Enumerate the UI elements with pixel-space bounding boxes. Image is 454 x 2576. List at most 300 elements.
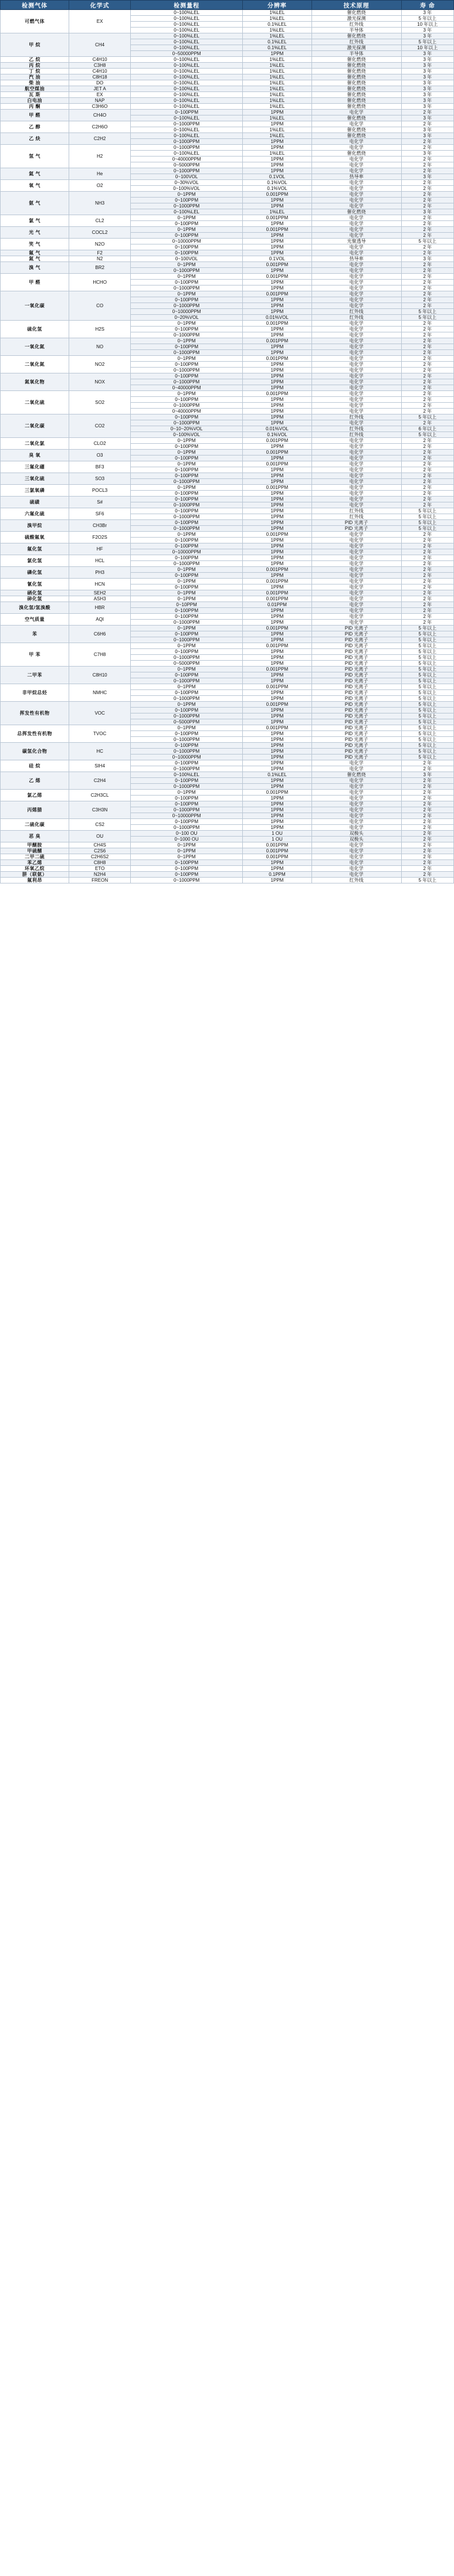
cell-technology: 催化燃烧: [311, 10, 401, 16]
cell-formula: CH4: [69, 33, 131, 57]
cell-life: 3 年: [401, 174, 453, 180]
cell-technology: 电化学: [311, 145, 401, 151]
cell-formula: C2S6: [69, 848, 131, 854]
cell-technology: PID 光离子: [311, 755, 401, 760]
cell-range: 0~100%LEL: [130, 133, 242, 139]
cell-resolution: 0.001PPM: [243, 848, 311, 854]
cell-resolution: 1PPM: [243, 819, 311, 825]
cell-formula: ETO: [69, 866, 131, 872]
cell-range: 0~40000PPM: [130, 157, 242, 162]
cell-gas-name: 一氧化氮: [1, 338, 69, 356]
cell-range: 0~1PPM: [130, 274, 242, 280]
cell-gas-name: 溴甲烷: [1, 520, 69, 532]
cell-life: 5 年以上: [401, 667, 453, 672]
cell-life: 3 年: [401, 209, 453, 215]
cell-range: 0~40000PPM: [130, 409, 242, 414]
cell-gas-name: 三氟化硼: [1, 461, 69, 473]
cell-resolution: 1PPM: [243, 796, 311, 801]
cell-range: 0~1000PPM: [130, 379, 242, 385]
cell-resolution: 1PPM: [243, 713, 311, 719]
cell-resolution: 0.001PPM: [243, 485, 311, 491]
table-row: [1, 121, 454, 127]
cell-life: 2 年: [401, 303, 453, 309]
cell-range: 0~100PPM: [130, 573, 242, 579]
cell-resolution: 0.001PPM: [243, 590, 311, 596]
cell-technology: 电化学: [311, 162, 401, 168]
cell-technology: 电化学: [311, 543, 401, 549]
cell-life: 2 年: [401, 848, 453, 854]
cell-range: 0~100PPM: [130, 543, 242, 549]
table-row: [1, 291, 454, 297]
table-row: [1, 684, 454, 690]
cell-gas-name: 总挥发性有机物: [1, 725, 69, 743]
cell-life: 2 年: [401, 215, 453, 221]
cell-life: 5 年以上: [401, 672, 453, 678]
cell-gas-name: 乙 烯: [1, 772, 69, 790]
cell-resolution: 1%LEL: [243, 28, 311, 33]
cell-technology: 催化燃烧: [311, 772, 401, 778]
cell-life: 3 年: [401, 86, 453, 92]
cell-life: 3 年: [401, 57, 453, 63]
cell-life: 3 年: [401, 256, 453, 262]
cell-gas-name: 丙 烷: [1, 63, 69, 69]
cell-gas-name: 氟 气: [1, 250, 69, 256]
cell-technology: PID 光离子: [311, 737, 401, 743]
cell-resolution: 0.001PPM: [243, 461, 311, 467]
cell-technology: 催化燃烧: [311, 209, 401, 215]
cell-range: 0~100%LEL: [130, 33, 242, 39]
cell-life: 2 年: [401, 291, 453, 297]
cell-resolution: 0.01%VOL: [243, 426, 311, 432]
cell-range: 0~1000PPM: [130, 121, 242, 127]
cell-range: 0~1000PPM: [130, 825, 242, 831]
cell-resolution: 1PPM: [243, 878, 311, 883]
cell-range: 0~1000PPM: [130, 620, 242, 626]
cell-gas-name: 六氟化硫: [1, 508, 69, 520]
cell-technology: 红外线: [311, 22, 401, 28]
cell-formula: EX: [69, 10, 131, 33]
cell-formula: C4H10: [69, 69, 131, 74]
cell-range: 0~100%LEL: [130, 127, 242, 133]
cell-technology: PID 光离子: [311, 749, 401, 755]
cell-technology: PID 光离子: [311, 649, 401, 655]
cell-technology: 电化学: [311, 848, 401, 854]
cell-technology: PID 光离子: [311, 696, 401, 702]
cell-range: 0~1PPM: [130, 590, 242, 596]
cell-life: 5 年以上: [401, 725, 453, 731]
cell-range: 0~100PPM: [130, 397, 242, 403]
cell-resolution: 1PPM: [243, 655, 311, 661]
cell-resolution: 0.001PPM: [243, 321, 311, 327]
column-header-life: 寿 命: [401, 1, 453, 10]
cell-resolution: 1%LEL: [243, 63, 311, 69]
cell-resolution: 1PPM: [243, 778, 311, 784]
cell-formula: C8H18: [69, 74, 131, 80]
table-row: [1, 57, 454, 63]
cell-technology: 电化学: [311, 186, 401, 192]
column-header-range: 检测量程: [130, 1, 242, 10]
table-row: [1, 790, 454, 796]
cell-technology: 电化学: [311, 807, 401, 813]
column-header-formula: 化学式: [69, 1, 131, 10]
cell-life: 5 年以上: [401, 690, 453, 696]
cell-formula: HF: [69, 543, 131, 555]
cell-gas-name: 氟化氢: [1, 543, 69, 555]
cell-resolution: 1PPM: [243, 467, 311, 473]
cell-range: 0~100%LEL: [130, 80, 242, 86]
cell-technology: PID 光离子: [311, 672, 401, 678]
cell-gas-name: 砷化氢: [1, 596, 69, 602]
cell-resolution: 0.1%LEL: [243, 39, 311, 45]
cell-resolution: 1%LEL: [243, 104, 311, 110]
cell-resolution: 1%LEL: [243, 209, 311, 215]
cell-life: 5 年以上: [401, 678, 453, 684]
cell-technology: PID 光离子: [311, 637, 401, 643]
column-header-resolution: 分辨率: [243, 1, 311, 10]
cell-technology: 催化燃烧: [311, 33, 401, 39]
cell-gas-name: 三氯氧磷: [1, 485, 69, 497]
cell-life: 2 年: [401, 438, 453, 444]
cell-resolution: 1PPM: [243, 368, 311, 373]
cell-range: 0~100PPM: [130, 373, 242, 379]
cell-formula: SEH2: [69, 590, 131, 596]
cell-life: 2 年: [401, 543, 453, 549]
cell-range: 0~1000PPM: [130, 526, 242, 532]
cell-formula: C2H3CL: [69, 790, 131, 801]
cell-technology: 电化学: [311, 819, 401, 825]
cell-technology: PID 光离子: [311, 690, 401, 696]
cell-resolution: 0.01%VOL: [243, 315, 311, 321]
cell-resolution: 1PPM: [243, 244, 311, 250]
cell-formula: JET A: [69, 86, 131, 92]
cell-life: 2 年: [401, 778, 453, 784]
table-row: [1, 614, 454, 620]
cell-life: 2 年: [401, 485, 453, 491]
cell-technology: 催化燃烧: [311, 57, 401, 63]
cell-technology: 电化学: [311, 596, 401, 602]
cell-life: 2 年: [401, 801, 453, 807]
cell-range: 0~1PPM: [130, 790, 242, 796]
cell-life: 3 年: [401, 69, 453, 74]
table-row: [1, 760, 454, 766]
cell-resolution: 0.001PPM: [243, 842, 311, 848]
cell-resolution: 1PPM: [243, 502, 311, 508]
cell-gas-name: 甲醚胺: [1, 842, 69, 848]
cell-technology: 电化学: [311, 385, 401, 391]
cell-resolution: 0.1VOL: [243, 174, 311, 180]
cell-technology: 电化学: [311, 842, 401, 848]
cell-range: 0~1PPM: [130, 848, 242, 854]
cell-range: 0~1PPM: [130, 667, 242, 672]
cell-life: 2 年: [401, 420, 453, 426]
cell-resolution: 0.001PPM: [243, 643, 311, 649]
cell-life: 5 年以上: [401, 719, 453, 725]
cell-range: 0~1000PPM: [130, 403, 242, 409]
cell-gas-name: 氰化氢: [1, 579, 69, 590]
table-row: [1, 567, 454, 573]
column-header-gas: 检测气体: [1, 1, 69, 10]
cell-life: 2 年: [401, 321, 453, 327]
cell-technology: PID 光离子: [311, 643, 401, 649]
cell-technology: 电化学: [311, 368, 401, 373]
cell-formula: C2H6O: [69, 121, 131, 133]
table-row: [1, 602, 454, 608]
cell-range: 0~1000PPM: [130, 502, 242, 508]
cell-technology: 电化学: [311, 620, 401, 626]
cell-formula: CH4S: [69, 842, 131, 848]
cell-technology: 电化学: [311, 332, 401, 338]
cell-technology: 电化学: [311, 813, 401, 819]
cell-technology: 半导体: [311, 28, 401, 33]
cell-resolution: 1PPM: [243, 268, 311, 274]
cell-life: 10 年以上: [401, 45, 453, 51]
cell-technology: PID 光离子: [311, 731, 401, 737]
cell-range: 0~100%LEL: [130, 39, 242, 45]
cell-range: 0~1PPM: [130, 338, 242, 344]
cell-technology: 电化学: [311, 573, 401, 579]
table-row: [1, 227, 454, 233]
cell-life: 5 年以上: [401, 16, 453, 22]
cell-gas-name: 航空煤油: [1, 86, 69, 92]
cell-resolution: 1PPM: [243, 456, 311, 461]
cell-resolution: 1%LEL: [243, 57, 311, 63]
cell-resolution: 1PPM: [243, 573, 311, 579]
cell-formula: HBR: [69, 602, 131, 614]
cell-formula: F2: [69, 250, 131, 256]
cell-range: 0~1PPM: [130, 291, 242, 297]
cell-resolution: 1PPM: [243, 157, 311, 162]
cell-life: 2 年: [401, 233, 453, 239]
cell-range: 0~100%LEL: [130, 151, 242, 157]
cell-resolution: 1%LEL: [243, 115, 311, 121]
cell-life: 2 年: [401, 203, 453, 209]
cell-formula: C2H4: [69, 772, 131, 790]
cell-gas-name: 丙 酮: [1, 104, 69, 110]
table-row: [1, 168, 454, 174]
cell-technology: 红外线: [311, 39, 401, 45]
cell-life: 5 年以上: [401, 731, 453, 737]
cell-technology: 热导率: [311, 256, 401, 262]
cell-gas-name: 汽 油: [1, 74, 69, 80]
cell-life: 5 年以上: [401, 414, 453, 420]
cell-resolution: 1PPM: [243, 672, 311, 678]
cell-resolution: 1PPM: [243, 239, 311, 244]
cell-range: 0~100%LEL: [130, 209, 242, 215]
table-row: [1, 110, 454, 115]
cell-range: 0~1000PPM: [130, 286, 242, 291]
cell-resolution: 1PPM: [243, 145, 311, 151]
cell-formula: C4H10: [69, 57, 131, 63]
cell-technology: 电化学: [311, 356, 401, 362]
cell-formula: C8H10: [69, 667, 131, 684]
cell-gas-name: 硫酸氟氧: [1, 532, 69, 543]
cell-life: 2 年: [401, 766, 453, 772]
cell-life: 3 年: [401, 104, 453, 110]
cell-formula: C3H6O: [69, 104, 131, 110]
cell-gas-name: 苯: [1, 626, 69, 643]
cell-formula: N2O: [69, 239, 131, 250]
cell-technology: 电化学: [311, 444, 401, 450]
table-row: [1, 80, 454, 86]
cell-gas-name: 溴 气: [1, 262, 69, 274]
cell-life: 2 年: [401, 842, 453, 848]
cell-life: 2 年: [401, 473, 453, 479]
cell-technology: 双极头: [311, 837, 401, 842]
cell-technology: 电化学: [311, 168, 401, 174]
cell-life: 2 年: [401, 497, 453, 502]
cell-range: 0~100PPM: [130, 760, 242, 766]
cell-life: 2 年: [401, 825, 453, 831]
table-row: [1, 215, 454, 221]
table-row: [1, 63, 454, 69]
cell-life: 5 年以上: [401, 696, 453, 702]
cell-gas-name: 甲 醛: [1, 274, 69, 291]
cell-resolution: 1PPM: [243, 637, 311, 643]
cell-technology: 电化学: [311, 180, 401, 186]
table-row: [1, 180, 454, 186]
table-row: [1, 555, 454, 561]
cell-formula: C3H8: [69, 63, 131, 69]
table-row: [1, 643, 454, 649]
cell-technology: 电化学: [311, 538, 401, 543]
cell-formula: EX: [69, 92, 131, 98]
cell-range: 0~100%VOL: [130, 186, 242, 192]
cell-range: 0~1PPM: [130, 567, 242, 573]
cell-range: 0~100%LEL: [130, 86, 242, 92]
cell-life: 2 年: [401, 866, 453, 872]
cell-life: 2 年: [401, 297, 453, 303]
cell-resolution: 0.001PPM: [243, 338, 311, 344]
cell-gas-name: 甲 烷: [1, 33, 69, 57]
cell-range: 0~10PPM: [130, 602, 242, 608]
cell-technology: 电化学: [311, 362, 401, 368]
cell-formula: N2H4: [69, 872, 131, 878]
cell-life: 5 年以上: [401, 508, 453, 514]
cell-technology: 催化燃烧: [311, 92, 401, 98]
cell-gas-name: 白电油: [1, 98, 69, 104]
cell-life: 2 年: [401, 262, 453, 268]
cell-resolution: 1PPM: [243, 420, 311, 426]
cell-range: 0~1000PPM: [130, 655, 242, 661]
cell-life: 2 年: [401, 373, 453, 379]
cell-range: 0~100%LEL: [130, 115, 242, 121]
cell-life: 2 年: [401, 796, 453, 801]
cell-resolution: 1PPM: [243, 286, 311, 291]
cell-formula: AQI: [69, 614, 131, 626]
cell-resolution: 1PPM: [243, 708, 311, 713]
cell-formula: CS2: [69, 819, 131, 831]
cell-range: 0~100%VOL: [130, 432, 242, 438]
cell-technology: 电化学: [311, 825, 401, 831]
cell-technology: 电化学: [311, 262, 401, 268]
cell-resolution: 0.1%LEL: [243, 45, 311, 51]
cell-resolution: 1%LEL: [243, 10, 311, 16]
cell-life: 2 年: [401, 162, 453, 168]
cell-formula: C2H6S2: [69, 854, 131, 860]
cell-formula: He: [69, 168, 131, 180]
table-row: [1, 878, 454, 883]
cell-life: 2 年: [401, 872, 453, 878]
table-row: [1, 532, 454, 538]
cell-gas-name: 磷化氢: [1, 567, 69, 579]
cell-technology: 催化燃烧: [311, 74, 401, 80]
cell-life: 6 年以上: [401, 426, 453, 432]
cell-life: 5 年以上: [401, 649, 453, 655]
cell-resolution: 1PPM: [243, 561, 311, 567]
table-row: [1, 373, 454, 379]
cell-formula: CH4O: [69, 110, 131, 121]
cell-formula: SIH4: [69, 760, 131, 772]
cell-technology: 电化学: [311, 379, 401, 385]
cell-life: 5 年以上: [401, 737, 453, 743]
cell-technology: PID 光离子: [311, 725, 401, 731]
cell-range: 0~1PPM: [130, 643, 242, 649]
table-row: [1, 831, 454, 837]
cell-resolution: 1PPM: [243, 549, 311, 555]
cell-gas-name: 二甲二硫: [1, 854, 69, 860]
cell-range: 0~100PPM: [130, 520, 242, 526]
cell-life: 2 年: [401, 502, 453, 508]
cell-range: 0~100PPM: [130, 344, 242, 350]
cell-resolution: 1PPM: [243, 409, 311, 414]
cell-resolution: 1PPM: [243, 139, 311, 145]
cell-life: 5 年以上: [401, 432, 453, 438]
table-row: [1, 262, 454, 268]
cell-life: 5 年以上: [401, 878, 453, 883]
cell-life: 2 年: [401, 467, 453, 473]
cell-resolution: 1PPM: [243, 280, 311, 286]
cell-life: 2 年: [401, 538, 453, 543]
cell-resolution: 1PPM: [243, 520, 311, 526]
table-row: [1, 33, 454, 39]
cell-range: 0~10~20%VOL: [130, 426, 242, 432]
cell-range: 0~1PPM: [130, 485, 242, 491]
cell-technology: 电化学: [311, 297, 401, 303]
cell-resolution: 1%LEL: [243, 16, 311, 22]
cell-resolution: 0.1PPM: [243, 872, 311, 878]
cell-gas-name: 硅 烷: [1, 760, 69, 772]
cell-technology: PID 光离子: [311, 719, 401, 725]
cell-life: 2 年: [401, 250, 453, 256]
cell-technology: 电化学: [311, 456, 401, 461]
cell-range: 0~100PPM: [130, 690, 242, 696]
cell-formula: DO: [69, 80, 131, 86]
cell-technology: 半导体: [311, 51, 401, 57]
cell-range: 0~100PPM: [130, 110, 242, 115]
cell-technology: PID 光离子: [311, 702, 401, 708]
table-row: [1, 801, 454, 807]
cell-range: 0~1000PPM: [130, 807, 242, 813]
cell-life: 2 年: [401, 168, 453, 174]
cell-formula: OU: [69, 831, 131, 842]
cell-range: 0~10000PPM: [130, 309, 242, 315]
cell-technology: 电化学: [311, 250, 401, 256]
table-row: [1, 356, 454, 362]
cell-life: 2 年: [401, 368, 453, 373]
table-row: [1, 92, 454, 98]
cell-range: 0~1000PPM: [130, 303, 242, 309]
cell-life: 2 年: [401, 403, 453, 409]
cell-formula: HCN: [69, 579, 131, 590]
cell-range: 0~1000PPM: [130, 766, 242, 772]
cell-resolution: 1PPM: [243, 110, 311, 115]
cell-gas-name: 氯乙烯: [1, 790, 69, 801]
cell-life: 3 年: [401, 74, 453, 80]
cell-range: 0~100PPM: [130, 649, 242, 655]
cell-formula: TVOC: [69, 725, 131, 743]
cell-range: 0~1PPM: [130, 596, 242, 602]
cell-gas-name: 笑 气: [1, 239, 69, 250]
